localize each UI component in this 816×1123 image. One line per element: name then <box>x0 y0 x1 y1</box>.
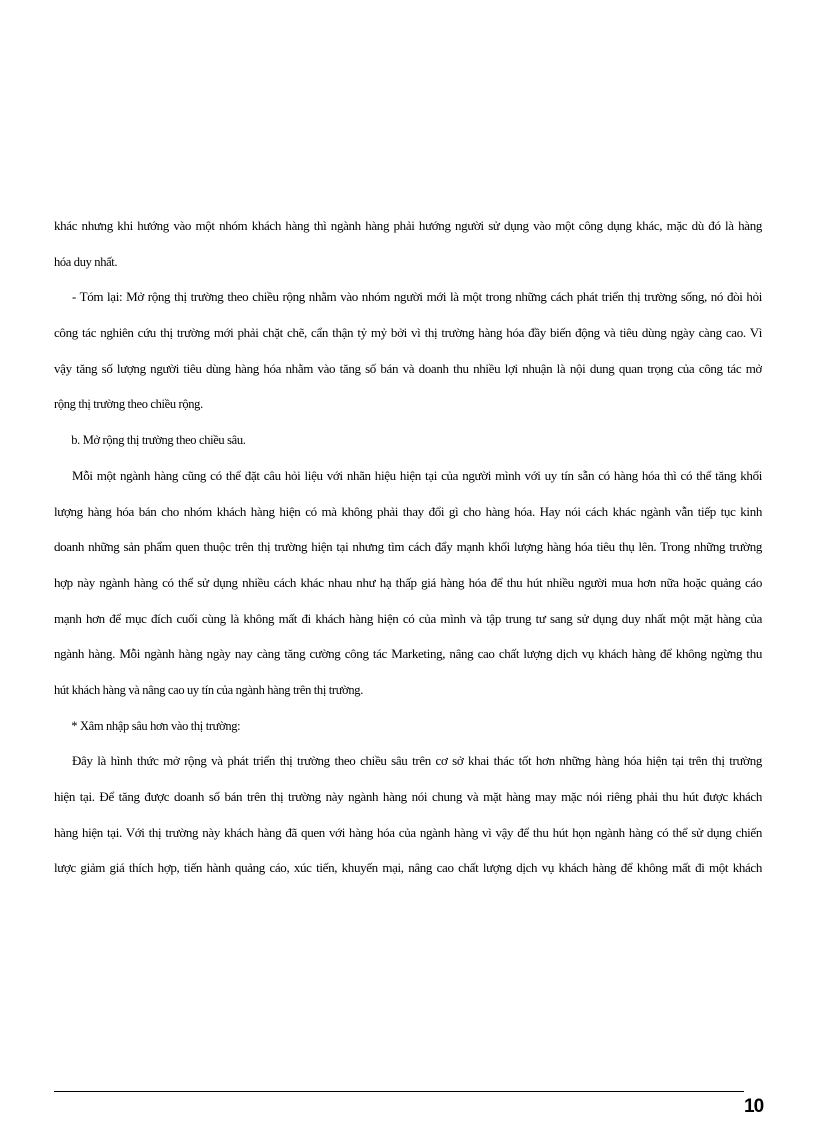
section-heading: b. Mở rộng thị trường theo chiều sâu. <box>71 432 246 448</box>
paragraph-line: rộng thị trường theo chiều rộng. <box>54 396 203 412</box>
paragraph-line: khác nhưng khi hướng vào một nhóm khách hàng thì ngành hàng phải hướng người sử dụng vào một công dụng khác, mặc dù đó là hàng <box>54 218 762 233</box>
paragraph-line: hút khách hàng và nâng cao uy tín của ngành hàng trên thị trường. <box>54 681 363 697</box>
paragraph-line: mạnh hơn để mục đích cuối cùng là không mất đi khách hàng hiện có của mình và tập trung tư sang sử dụng duy nhất một mặt hàng của <box>54 610 762 626</box>
body-text <box>54 208 762 886</box>
paragraph-line: - Tóm lại: Mở rộng thị trường theo chiều rộng nhằm vào nhóm người mới là một trong những cách phát triển thị trường sống, nó đòi hỏi <box>72 289 762 305</box>
paragraph-line: hàng hiện tại. Với thị trường này khách hàng đã quen với hàng hóa của ngành hàng vì vậy để thu hút họn ngành hàng có thể sử dụng chiến <box>54 824 762 840</box>
paragraph-line: ngành hàng. Mỗi ngành hàng ngày nay càng tăng cường công tác Marketing, nâng cao chất lượng dịch vụ khách hàng để không ngừng thu <box>54 646 762 662</box>
paragraph-line: hóa duy nhất. <box>54 253 118 269</box>
footer-divider <box>54 1091 744 1092</box>
subsection-heading: * Xâm nhập sâu hơn vào thị trường: <box>71 717 241 733</box>
paragraph-line: hợp này ngành hàng có thể sử dụng nhiều cách khác nhau như hạ thấp giá hàng hóa để thu hút nhiều người mua hơn nữa hoặc quảng cáo <box>54 574 762 590</box>
paragraph-line: lượng hàng hóa bán cho nhóm khách hàng hiện có mà không phải thay đổi gì cho hàng hóa. Hay nói cách khác ngành vẫn tiếp tục kinh <box>54 503 762 519</box>
paragraph-line: vậy tăng số lượng người tiêu dùng hàng hóa nhằm vào tăng số bán và doanh thu nhiều lợi nhuận là nội dung quan trọng của công tác mở <box>54 360 762 376</box>
paragraph-line: công tác nghiên cứu thị trường mới phải chặt chẽ, cẩn thận tỷ mỷ bởi vì thị trường hàng hóa đầy biến động và tiêu dùng ngày càng cao. Vì <box>54 325 762 341</box>
paragraph-line: lược giảm giá thích hợp, tiến hành quảng cáo, xúc tiến, khuyến mại, nâng cao chất lượng dịch vụ khách hàng để không mất đi một khách <box>54 860 762 876</box>
paragraph-line: Mỗi một ngành hàng cũng có thể đặt câu hỏi liệu với nhãn hiệu hiện tại của người mình với uy tín sẵn có hàng hóa thì có thể tăng khối <box>72 467 762 483</box>
page-number: 10 <box>744 1096 764 1117</box>
paragraph-line: Đây là hình thức mở rộng và phát triển thị trường theo chiều sâu trên cơ sở khai thác tốt hơn những hàng hóa hiện tại trên thị trường <box>72 753 762 769</box>
paragraph-line: hiện tại. Để tăng được doanh số bán trên thị trường này ngành hàng nói chung và mặt hàng may mặc nói riêng phải thu hút được khách <box>54 789 762 804</box>
paragraph-line: doanh những sản phẩm quen thuộc trên thị trường hiện tại nhưng tìm cách đẩy mạnh khối lượng hàng hóa tiêu thụ lên. Trong những trường <box>54 539 762 555</box>
